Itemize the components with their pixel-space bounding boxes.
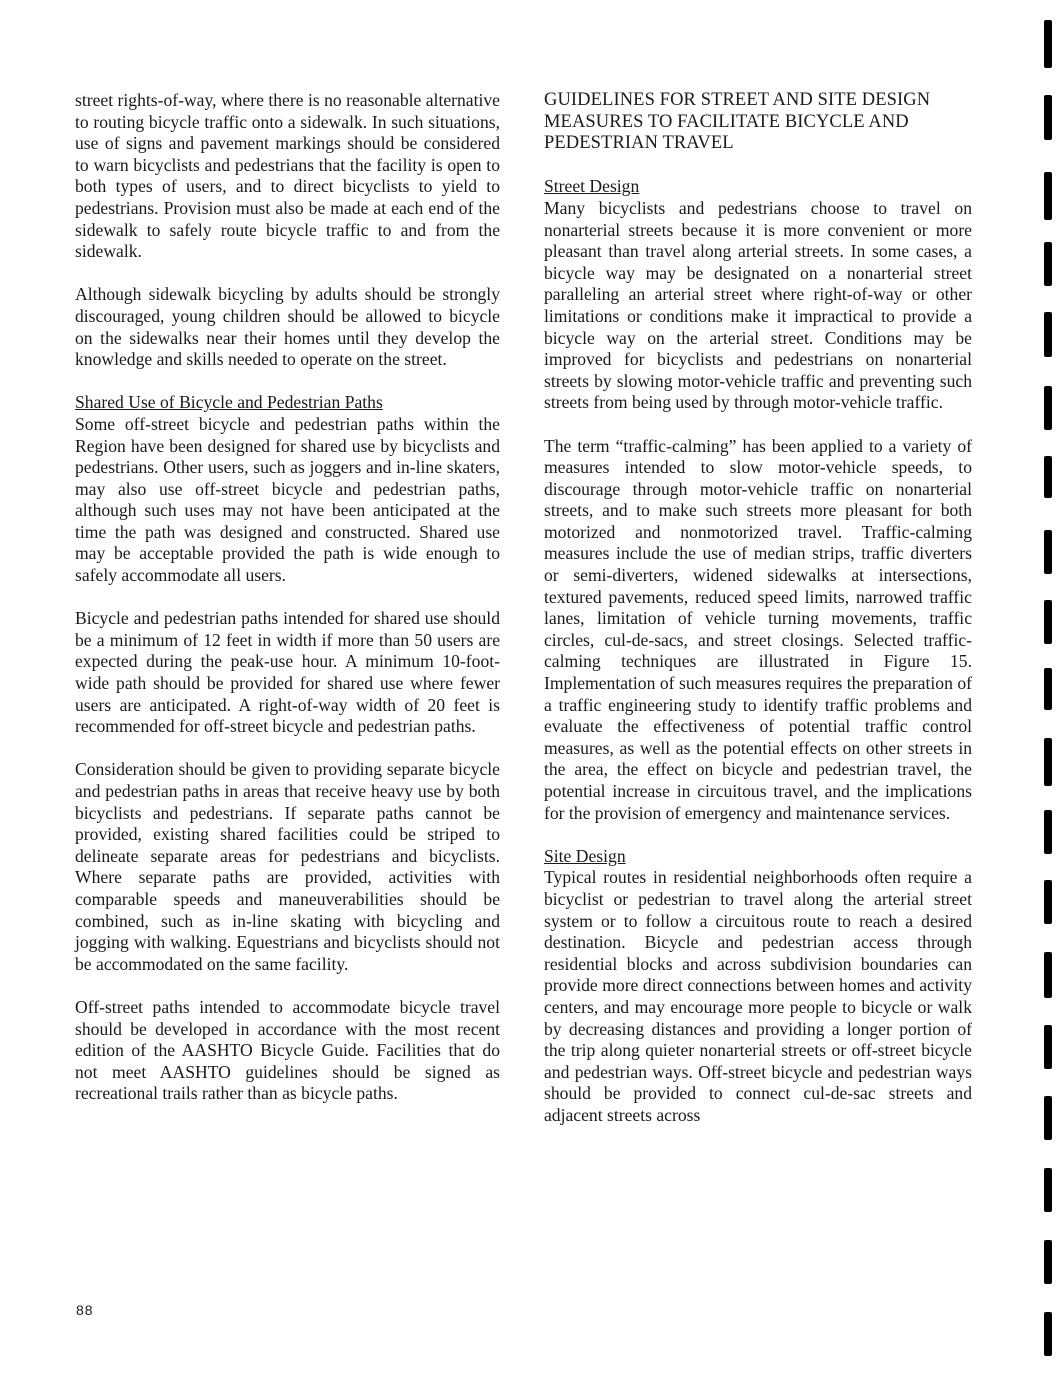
binding-mark xyxy=(1044,386,1052,430)
binding-mark xyxy=(1044,1312,1052,1356)
left-column xyxy=(75,90,500,1127)
binding-mark xyxy=(1044,20,1052,68)
binding-mark xyxy=(1044,880,1052,924)
site-design-section xyxy=(544,846,972,1127)
body-paragraph: Some off-street bicycle and pedestrian paths within the Region have been designed for shared use by bicyclists and pedestrians. Other users, such as joggers and in-line skaters, may also use off-street bicycle and pedestrian paths, although such uses may not have been anticipated at the time the path was designed and constructed. Shared use may be acceptable provided the path is wide enough to safely accommodate all users. xyxy=(75,413,500,586)
binding-mark xyxy=(1044,600,1052,644)
body-paragraph: street rights-of-way, where there is no reasonable alternative to routing bicycle traffic onto a sidewalk. In such situations, use of signs and pavement markings should be considered to warn bicyclists and pedestrians that the facility is open to both types of users, and to direct bicyclists to yield to pedestrians. Provision must also be made at each end of the sidewalk to safely route bicycle traffic to and from the sidewalk. xyxy=(75,90,500,262)
binding-mark xyxy=(1044,738,1052,786)
binding-mark xyxy=(1044,312,1052,357)
binding-mark xyxy=(1044,1096,1052,1140)
section-subheading: Street Design xyxy=(544,176,640,197)
binding-mark xyxy=(1044,1168,1052,1212)
street-design-section xyxy=(544,176,972,824)
binding-mark xyxy=(1044,530,1052,574)
body-paragraph: Off-street paths intended to accommodate bicycle travel should be developed in accordance with the most recent edition of the AASHTO Bicycle Guide. Facilities that do not meet AASHTO guidelines should be signed as recreational trails rather than as bicycle paths. xyxy=(75,996,500,1104)
binding-mark xyxy=(1044,810,1052,854)
right-column xyxy=(544,90,972,1148)
binding-mark xyxy=(1044,952,1052,998)
binding-mark xyxy=(1044,172,1052,220)
binding-marks xyxy=(1032,0,1062,1380)
binding-mark xyxy=(1044,1025,1052,1069)
section-subheading: Shared Use of Bicycle and Pedestrian Paths xyxy=(75,392,383,413)
body-paragraph: The term “traffic-calming” has been applied to a variety of measures intended to slow motor-vehicle speeds, to discourage through motor-vehicle traffic on nonarterial streets, and to make such streets more pleasant for both motorized and nonmotorized travel. Traffic-calming measures include the use of median strips, traffic diverters or semi-diverters, widened sidewalks at intersections, textured pavements, reduced speed limits, narrowed traffic lanes, limitation of vehicle turning movements, traffic circles, cul-de-sacs, and street closings. Selected traffic-calming techniques are illustrated in Figure 15. Implementation of such measures requires the preparation of a traffic engineering study to identify traffic problems and evaluate the effectiveness of potential traffic control measures, as well as the potential effects on other streets in the area, the effect on bicycle and pedestrian travel, the potential increase in circuitous travel, and the implications for the provision of emergency and maintenance services. xyxy=(544,435,972,823)
binding-mark xyxy=(1044,95,1052,140)
binding-mark xyxy=(1044,456,1052,498)
section-subheading: Site Design xyxy=(544,845,626,866)
page-number: 88 xyxy=(76,1302,94,1318)
binding-mark xyxy=(1044,242,1052,286)
body-paragraph: Although sidewalk bicycling by adults should be strongly discouraged, young children should be allowed to bicycle on the sidewalks near their homes until they develop the knowledge and skills needed to operate on the street. xyxy=(75,284,500,370)
body-paragraph: Bicycle and pedestrian paths intended for shared use should be a minimum of 12 feet in width if more than 50 users are expected during the peak-use hour. A minimum 10-foot-wide path should be provided for shared use where fewer users are anticipated. A right-of-way width of 20 feet is recommended for off-street bicycle and pedestrian paths. xyxy=(75,608,500,737)
body-paragraph: Many bicyclists and pedestrians choose to travel on nonarterial streets because it is more convenient or more pleasant than travel along arterial streets. In some cases, a bicycle way may be designated on a nonarterial street paralleling an arterial street where right-of-way or other limitations or conditions make it impractical to provide a bicycle way on the arterial street. Conditions may be improved for bicyclists and pedestrians on nonarterial streets by slowing motor-vehicle traffic and preventing such streets from being used by through motor-vehicle traffic. xyxy=(544,197,972,413)
binding-mark xyxy=(1044,668,1052,710)
binding-mark xyxy=(1044,1240,1052,1284)
body-paragraph: Consideration should be given to providing separate bicycle and pedestrian paths in areas that receive heavy use by both bicyclists and pedestrians. If separate paths cannot be provided, existing shared facilities could be striped to delineate separate areas for pedestrians and bicyclists. Where separate paths are provided, activities with comparable speeds and maneuverabilities should be combined, such as in-line skating with bicycling and jogging with walking. Equestrians and bicyclists should not be accommodated on the same facility. xyxy=(75,759,500,974)
section-heading: GUIDELINES FOR STREET AND SITE DESIGN MEASURES TO FACILITATE BICYCLE AND PEDESTRIAN TRAVEL xyxy=(544,90,931,154)
body-paragraph: Typical routes in residential neighborhoods often require a bicyclist or pedestrian to travel along the arterial street system or to follow a circuitous route to reach a desired destination. Bicycle and pedestrian access through residential blocks and across subdivision boundaries can provide more direct connections between homes and activity centers, and may encourage more people to bicycle or walk by decreasing distances and providing a longer portion of the trip along quieter nonarterial streets or off-street bicycle and pedestrian ways. Off-street bicycle and pedestrian ways should be provided to connect cul-de-sac streets and adjacent streets across xyxy=(544,867,972,1125)
shared-use-section xyxy=(75,392,500,1105)
